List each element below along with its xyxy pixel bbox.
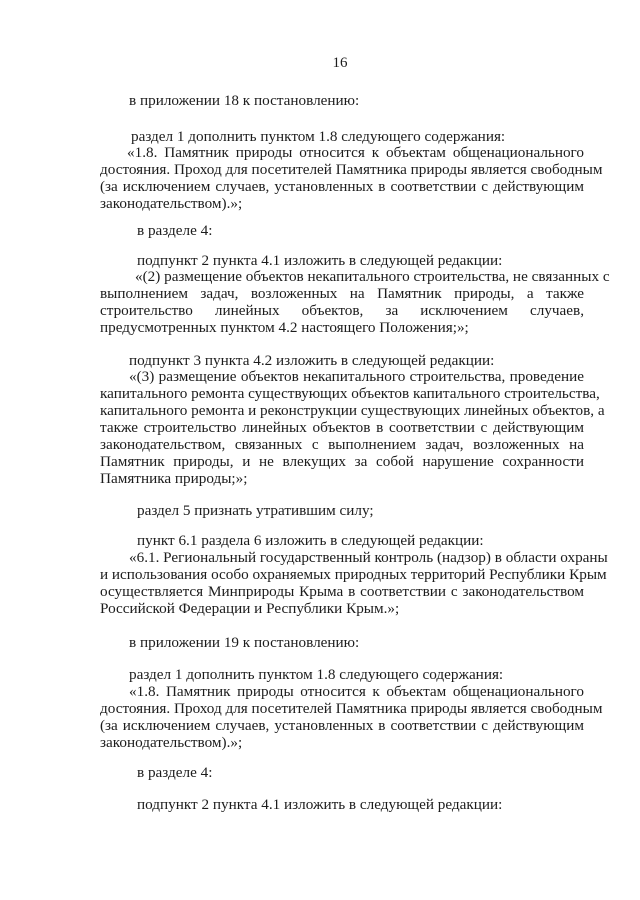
quote-line: капитального ремонта и реконструкции существующих линейных объектов, а xyxy=(100,402,605,419)
instruction-line: подпункт 3 пункта 4.2 изложить в следующей редакции: xyxy=(129,352,495,369)
quote-line: достояния. Проход для посетителей Памятника природы является свободным xyxy=(100,700,603,717)
quote-line: предусмотренных пунктом 4.2 настоящего Положения;»; xyxy=(100,319,469,336)
quote-line: (за исключением случаев, установленных в соответствии с действующим xyxy=(100,717,584,734)
quote-line: выполнением задач, возложенных на Памятник природы, а также xyxy=(100,285,584,302)
quote-line: законодательством).»; xyxy=(100,734,243,751)
instruction-line: в приложении 19 к постановлению: xyxy=(129,634,360,651)
instruction-line: раздел 1 дополнить пунктом 1.8 следующего содержания: xyxy=(131,128,506,145)
quote-line: Памятника природы;»; xyxy=(100,470,248,487)
quote-line: «(2) размещение объектов некапитального строительства, не связанных с xyxy=(135,268,610,285)
quote-line: (за исключением случаев, установленных в соответствии с действующим xyxy=(100,178,584,195)
instruction-line: раздел 1 дополнить пунктом 1.8 следующего содержания: xyxy=(129,666,504,683)
instruction-line: раздел 5 признать утратившим силу; xyxy=(137,502,374,519)
instruction-line: в приложении 18 к постановлению: xyxy=(129,92,360,109)
instruction-line: подпункт 2 пункта 4.1 изложить в следующей редакции: xyxy=(137,796,503,813)
quote-line: «1.8. Памятник природы относится к объектам общенационального xyxy=(129,683,584,700)
quote-line: Российской Федерации и Республики Крым.»; xyxy=(100,600,400,617)
quote-line: «1.8. Памятник природы относится к объектам общенационального xyxy=(127,144,584,161)
quote-line: «(3) размещение объектов некапитального строительства, проведение xyxy=(129,368,584,385)
quote-line: «6.1. Региональный государственный контроль (надзор) в области охраны xyxy=(129,549,608,566)
instruction-line: в разделе 4: xyxy=(137,764,213,781)
instruction-line: подпункт 2 пункта 4.1 изложить в следующей редакции: xyxy=(137,252,503,269)
quote-line: и использования особо охраняемых природных территорий Республики Крым xyxy=(100,566,607,583)
quote-line: строительство линейных объектов, за исключением случаев, xyxy=(100,302,584,319)
quote-line: законодательством, связанных с выполнением задач, возложенных на xyxy=(100,436,584,453)
instruction-line: пункт 6.1 раздела 6 изложить в следующей редакции: xyxy=(137,532,484,549)
quote-line: также строительство линейных объектов в соответствии с действующим xyxy=(100,419,584,436)
page-number: 16 xyxy=(332,55,348,71)
quote-line: осуществляется Минприроды Крыма в соответствии с законодательством xyxy=(100,583,584,600)
quote-line: Памятник природы, и не влекущих за собой нарушение сохранности xyxy=(100,453,584,470)
quote-line: законодательством).»; xyxy=(100,195,243,212)
quote-line: капитального ремонта существующих объектов капитального строительства, xyxy=(100,385,600,402)
quote-line: достояния. Проход для посетителей Памятника природы является свободным xyxy=(100,161,603,178)
instruction-line: в разделе 4: xyxy=(137,222,213,239)
